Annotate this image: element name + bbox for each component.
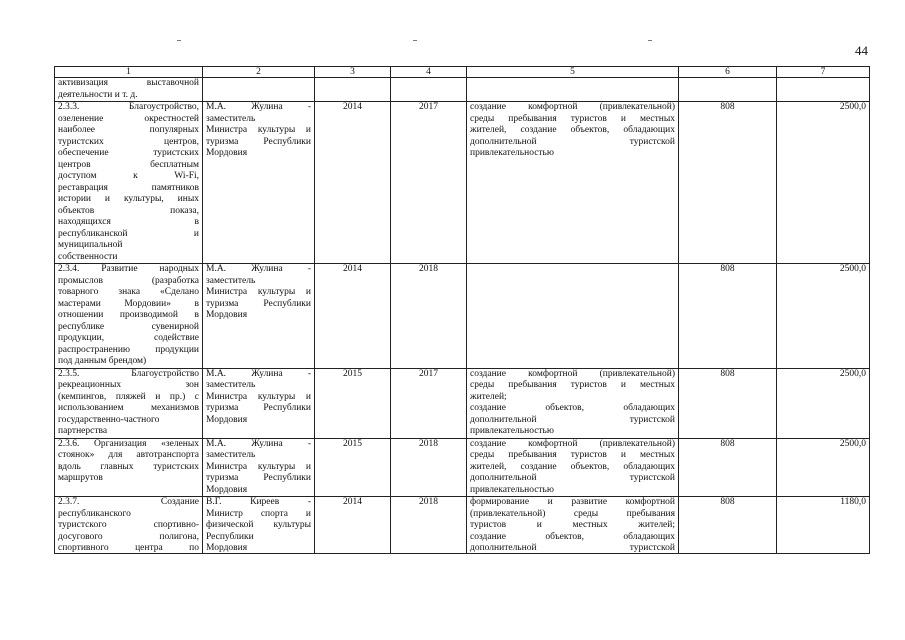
table-row: [55, 497, 870, 554]
column-number: 6: [679, 67, 777, 78]
column-number: 1: [55, 67, 203, 78]
cell-text-line: озеленение окрестностей: [58, 113, 199, 124]
cell-text-line: 2.3.3. Благоустройство,: [58, 102, 199, 112]
column-number: 5: [467, 67, 679, 78]
page-number: 44: [855, 43, 868, 58]
measure-name-cell: [55, 497, 203, 554]
table-row: [55, 102, 870, 264]
start-year-cell: 2015: [315, 438, 391, 497]
cell-text-line: туризма Республики: [206, 136, 311, 147]
cell-text-line: жителей;: [470, 391, 507, 402]
responsible-cell: [203, 102, 315, 264]
end-year-cell: 2017: [391, 102, 467, 264]
result-cell: [467, 368, 679, 438]
result-cell: [467, 497, 679, 554]
code-cell: [679, 78, 777, 102]
cell-text-line: привлекательностью: [470, 148, 554, 158]
cell-text-line: туризма Республики: [206, 473, 311, 483]
start-year-cell: 2014: [315, 264, 391, 369]
cell-text-line: жителей, создание объектов, обладающих: [470, 461, 675, 472]
cell-text-line: Министра культуры и: [206, 461, 311, 472]
cell-text-line: М.А. Жулина -: [206, 438, 311, 449]
cell-text-line: формирование и развитие комфортной: [470, 497, 675, 507]
cell-text-line: среды пребывания туристов и местных: [470, 113, 675, 124]
cell-text-line: Мордовия: [206, 543, 248, 553]
table-row: [55, 78, 870, 102]
cell-text-line: активизация выставочной: [58, 78, 199, 88]
code-cell: 808: [679, 368, 777, 438]
cell-text-line: (кемпингов, пляжей и пр.) с: [58, 391, 199, 402]
cell-text-line: доступом к Wi-Fi,: [58, 171, 199, 181]
responsible-cell: [203, 78, 315, 102]
end-year-cell: 2018: [391, 264, 467, 369]
code-cell: 808: [679, 264, 777, 369]
cell-text-line: 2.3.4. Развитие народных: [58, 264, 199, 274]
cell-text-line: центров бесплатным: [58, 159, 199, 170]
scan-mark: [413, 40, 417, 41]
cell-text-line: В.Г. Киреев -: [206, 497, 311, 507]
amount-cell: 2500,0: [777, 264, 870, 369]
code-cell: 808: [679, 438, 777, 497]
cell-text-line: Мордовия: [206, 148, 248, 158]
cell-text-line: туристских центров,: [58, 136, 199, 147]
responsible-cell: [203, 368, 315, 438]
cell-text-line: рекреационных зон: [58, 380, 199, 390]
end-year-cell: 2018: [391, 438, 467, 497]
responsible-cell: [203, 438, 315, 497]
cell-text-line: создание объектов, обладающих: [470, 531, 675, 542]
start-year-cell: 2014: [315, 102, 391, 264]
cell-text-line: Мордовия: [206, 484, 248, 495]
cell-text-line: распространению продукции: [58, 344, 199, 355]
cell-text-line: Министр спорта и: [206, 508, 311, 519]
cell-text-line: маршрутов: [58, 473, 103, 483]
cell-text-line: использованием механизмов: [58, 403, 199, 413]
cell-text-line: М.А. Жулина -: [206, 264, 311, 274]
column-number: 3: [315, 67, 391, 78]
cell-text-line: создание комфортной (привлекательной): [470, 102, 675, 112]
cell-text-line: реставрация памятников: [58, 182, 199, 193]
cell-text-line: (привлекательной) среды пребывания: [470, 508, 675, 519]
cell-text-line: туризма Республики: [206, 403, 311, 413]
cell-text-line: создание объектов, обладающих: [470, 403, 675, 413]
measure-name-cell: [55, 368, 203, 438]
cell-text-line: деятельности и т. д.: [58, 89, 138, 100]
result-cell: [467, 438, 679, 497]
cell-text-line: собственности: [58, 251, 118, 262]
cell-text-line: привлекательностью: [470, 484, 554, 495]
cell-text-line: заместитель: [206, 113, 256, 124]
cell-text-line: партнерства: [58, 426, 108, 436]
cell-text-line: досугового полигона,: [58, 531, 199, 542]
end-year-cell: 2018: [391, 497, 467, 554]
cell-text-line: промыслов (разработка: [58, 275, 199, 286]
cell-text-line: создание комфортной (привлекательной): [470, 438, 675, 449]
cell-text-line: объектов показа,: [58, 205, 199, 216]
cell-text-line: 2.3.5. Благоустройство: [58, 368, 199, 379]
cell-text-line: туризма Республики: [206, 298, 311, 309]
cell-text-line: Министра культуры и: [206, 391, 311, 402]
amount-cell: 1180,0: [777, 497, 870, 554]
cell-text-line: вдоль главных туристских: [58, 461, 199, 472]
cell-text-line: Мордовия: [206, 310, 248, 320]
result-cell: [467, 102, 679, 264]
cell-text-line: заместитель: [206, 450, 256, 460]
cell-text-line: республике сувенирной: [58, 321, 199, 332]
cell-text-line: жителей, создание объектов, обладающих: [470, 125, 675, 135]
amount-cell: 2500,0: [777, 102, 870, 264]
measure-name-cell: [55, 438, 203, 497]
cell-text-line: М.А. Жулина -: [206, 102, 311, 112]
cell-text-line: республиканского: [58, 508, 131, 519]
cell-text-line: дополнительной туристской: [470, 543, 675, 553]
cell-text-line: обеспечение туристских: [58, 148, 199, 158]
start-year-cell: 2014: [315, 497, 391, 554]
start-year-cell: 2015: [315, 368, 391, 438]
cell-text-line: создание комфортной (привлекательной): [470, 368, 675, 379]
start-year-cell: [315, 78, 391, 102]
cell-text-line: мастерами Мордовии» в: [58, 298, 199, 309]
column-number-row: [55, 67, 870, 78]
cell-text-line: физической культуры: [206, 520, 311, 530]
cell-text-line: истории и культуры, иных: [58, 194, 199, 204]
cell-text-line: находящихся в: [58, 217, 199, 227]
measure-name-cell: [55, 102, 203, 264]
cell-text-line: спортивного центра по: [58, 543, 199, 553]
table-body: [55, 78, 870, 554]
measure-name-cell: [55, 78, 203, 102]
cell-text-line: наиболее популярных: [58, 125, 199, 135]
cell-text-line: 2.3.7. Создание: [58, 497, 199, 507]
end-year-cell: 2017: [391, 368, 467, 438]
cell-text-line: государственно-частного: [58, 414, 160, 425]
cell-text-line: Министра культуры и: [206, 125, 311, 135]
amount-cell: 2500,0: [777, 368, 870, 438]
responsible-cell: [203, 264, 315, 369]
column-number: 7: [777, 67, 870, 78]
code-cell: 808: [679, 102, 777, 264]
cell-text-line: М.А. Жулина -: [206, 368, 311, 379]
cell-text-line: отношении производимой в: [58, 310, 199, 320]
cell-text-line: 2.3.6. Организация «зеленых: [58, 438, 199, 449]
result-cell: [467, 264, 679, 369]
cell-text-line: под данным брендом): [58, 356, 147, 366]
table-row: [55, 264, 870, 369]
cell-text-line: Министра культуры и: [206, 287, 311, 297]
column-number: 4: [391, 67, 467, 78]
cell-text-line: стоянок» для автотранспорта: [58, 450, 199, 460]
cell-text-line: привлекательностью: [470, 426, 554, 436]
table-row: [55, 368, 870, 438]
code-cell: 808: [679, 497, 777, 554]
result-cell: [467, 78, 679, 102]
scan-mark: [648, 40, 652, 41]
responsible-cell: [203, 497, 315, 554]
cell-text-line: дополнительной туристской: [470, 414, 675, 425]
measures-table: [54, 66, 870, 554]
column-number: 2: [203, 67, 315, 78]
cell-text-line: туристского спортивно-: [58, 520, 199, 530]
cell-text-line: республиканской и: [58, 228, 199, 239]
cell-text-line: туристов и местных жителей;: [470, 520, 675, 530]
cell-text-line: товарного знака «Сделано: [58, 287, 199, 297]
scan-mark: [177, 40, 181, 41]
cell-text-line: среды пребывания туристов и местных: [470, 450, 675, 460]
cell-text-line: дополнительной туристской: [470, 473, 675, 483]
cell-text-line: Мордовия: [206, 414, 248, 425]
cell-text-line: Республики: [206, 531, 254, 542]
cell-text-line: заместитель: [206, 380, 256, 390]
amount-cell: 2500,0: [777, 438, 870, 497]
cell-text-line: среды пребывания туристов и местных: [470, 380, 675, 390]
amount-cell: [777, 78, 870, 102]
cell-text-line: дополнительной туристской: [470, 136, 675, 147]
cell-text-line: продукции, содействие: [58, 333, 199, 343]
table-row: [55, 438, 870, 497]
cell-text-line: заместитель: [206, 275, 256, 286]
measure-name-cell: [55, 264, 203, 369]
cell-text-line: муниципальной: [58, 240, 123, 250]
end-year-cell: [391, 78, 467, 102]
